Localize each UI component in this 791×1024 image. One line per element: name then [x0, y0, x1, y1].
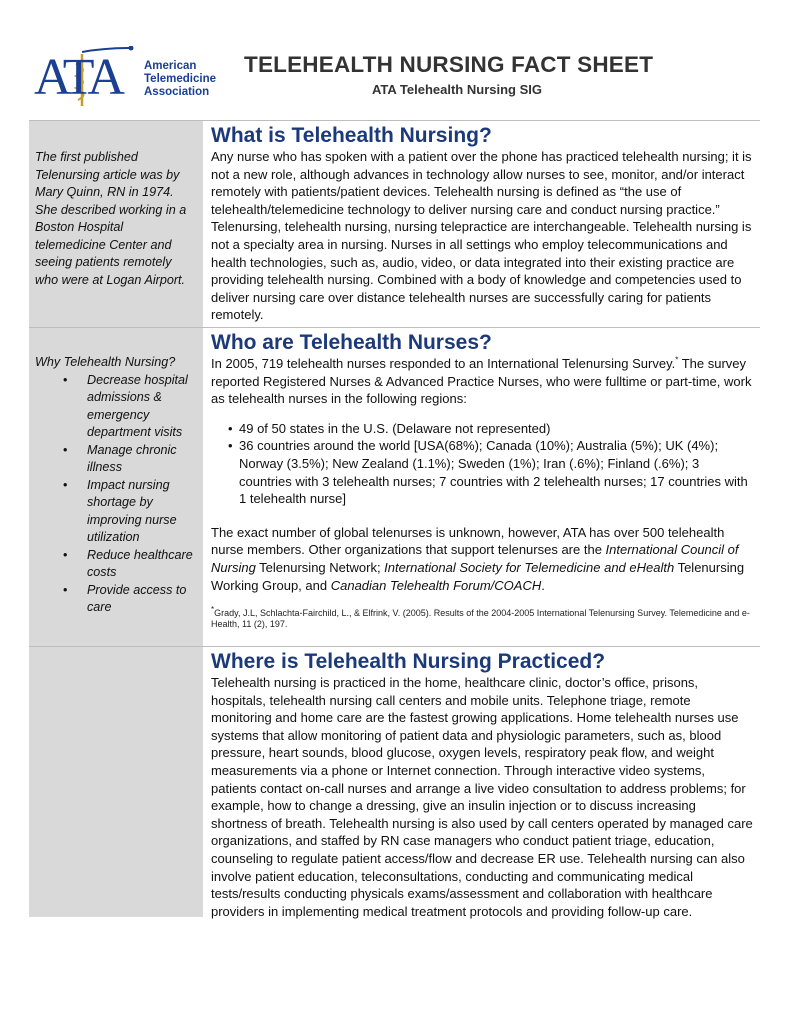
- bullet-icon: •: [63, 372, 68, 387]
- logo-letters: ATA: [34, 49, 122, 106]
- section-content: [211, 124, 754, 324]
- list-item: [211, 420, 754, 438]
- logo-line-2: Telemedicine: [144, 73, 217, 85]
- list-item: [35, 442, 199, 477]
- list-item-text: 49 of 50 states in the U.S. (Delaware not represented): [239, 420, 551, 436]
- sidebar-panel: [29, 647, 203, 917]
- logo-line-1: American: [144, 60, 197, 72]
- text-run: .: [541, 577, 545, 593]
- section-where: [29, 646, 760, 917]
- org-name: International Society for Telemedicine and eHealth: [384, 559, 675, 575]
- section-content: [211, 650, 754, 920]
- org-name: Canadian Telehealth Forum/COACH: [330, 577, 542, 593]
- sidebar-panel: [29, 328, 203, 646]
- page-title: TELEHEALTH NURSING FACT SHEET: [244, 52, 654, 77]
- intro-text-cont: The survey reported Registered Nurses & Advanced Practice Nurses, who were fulltime or part-time, work as telehealth nurses in the following regions:: [211, 356, 752, 407]
- bullet-icon: •: [228, 438, 233, 454]
- organizations-paragraph: [211, 524, 754, 594]
- bullet-icon: •: [63, 442, 68, 457]
- section-heading: What is Telehealth Nursing?: [211, 124, 492, 147]
- logo-wordmark: [144, 60, 216, 99]
- regions-list: [211, 420, 754, 508]
- list-item: [35, 477, 199, 547]
- section-body: Telehealth nursing is practiced in the home, healthcare clinic, doctor’s office, prisons, hospitals, telehealth nursing call centers and mobile units. Telephone triage, remote monitoring and home care are the fastest growing applications. Home telehealth nurses use systems that allow monitoring of patient data and physiologic parameters, such as, blood pressure, heart sounds, blood glucose, oxygen levels, respiratory peak flow, and weight measurements via a phone or Internet connection. Through interactive video systems, patients contact on-call nurses and arrange a live video consultation to address problems; for example, how to change a dressing, give an insulin injection or to discuss increasing shortness of breath. Telehealth nursing is also used by call centers operated by managed care organizations, and staffed by RN case managers who conduct patient triage, education, counseling to regulate patient access/flow and decrease ER use. Telehealth nursing can also involve patient education, teleconsultations, conducting and communicating medical tests/results conducting physicals exams/assessment and collaboration with healthcare providers in implementing medical treatment protocols and providing follow-up care.: [211, 675, 753, 919]
- list-item: [211, 437, 754, 507]
- text-run: The exact number of global telenurses is unknown, however, ATA has over 500 telehealth nurse members. Other organizations that support telenurses are the: [211, 524, 725, 558]
- page-subtitle: ATA Telehealth Nursing SIG: [372, 82, 542, 97]
- section-content: [211, 331, 754, 630]
- bullet-icon: •: [63, 547, 68, 562]
- footnote: [211, 605, 754, 630]
- list-item-text: Reduce healthcare costs: [87, 547, 193, 579]
- ata-logo: [34, 46, 224, 110]
- list-item-text: Impact nursing shortage by improving nurse utilization: [87, 477, 177, 544]
- benefits-list: [35, 372, 199, 617]
- text-run: Telenursing Working Group, and: [211, 559, 745, 593]
- list-item-text: Provide access to care: [87, 582, 187, 614]
- intro-text: In 2005, 719 telehealth nurses responded to an International Telenursing Survey.: [211, 356, 676, 371]
- footnote-marker: *: [675, 355, 679, 365]
- list-item: [35, 582, 199, 617]
- footnote-text: Grady, J.L, Schlachta-Fairchild, L., & Elfrink, V. (2005). Results of the 2004-2005 International Telenursing Survey. Telemedicine and e-Health, 11 (2), 197.: [211, 608, 750, 630]
- text-run: Telenursing Network;: [255, 559, 385, 575]
- list-item: [35, 372, 199, 442]
- section-heading: Where is Telehealth Nursing Practiced?: [211, 650, 606, 673]
- bullet-icon: •: [228, 420, 233, 436]
- sidebar-title: Why Telehealth Nursing?: [35, 355, 176, 369]
- sidebar-why: [29, 328, 203, 617]
- list-item-text: 36 countries around the world [USA(68%); Canada (10%); Australia (5%); UK (4%); Norway (3.5%); New Zealand (1.1%); Sweden (1%); Iran (.6%); Finland (.6%); 3 countries with 3 telehealth nurses; 7 countries with 2 telehealth nurses; 17 countries with 1 telehealth nurse]: [239, 438, 748, 507]
- section-heading: Who are Telehealth Nurses?: [211, 331, 492, 354]
- org-name: International Council of Nursing: [211, 542, 739, 575]
- sidebar-panel: [29, 121, 203, 327]
- bullet-icon: •: [63, 477, 68, 492]
- section-intro: [211, 355, 754, 408]
- section-who-are: [29, 327, 760, 646]
- list-item-text: Decrease hospital admissions & emergency department visits: [87, 372, 188, 439]
- footnote-marker: *: [211, 605, 215, 615]
- section-what-is: [29, 120, 760, 327]
- sidebar-note: The first published Telenursing article was by Mary Quinn, RN in 1974. She described working in a Boston Hospital telemedicine Center and seeing patients remotely who were at Logan Airport.: [35, 150, 187, 287]
- list-item-text: Manage chronic illness: [87, 442, 177, 474]
- bullet-icon: •: [63, 582, 68, 597]
- list-item: [35, 547, 199, 582]
- section-body: Any nurse who has spoken with a patient over the phone has practiced telehealth nursing; it is not a new role, although advances in technology allow nurses to see, monitor, and/or interact remotely with patients/patient devices. Telehealth nursing is defined as “the use of telehealth/telemedicine technology to deliver nursing care and conduct nursing practice.” Telenursing, telehealth nursing, nursing telepractice are interchangeable. Telehealth nursing is not a specialty area in nursing. Nurses in all settings who employ telecommunications and health technologies, such as, audio, video, or data integrated into their existing practice are providing telehealth nursing. Combined with a body of knowledge and competencies used to deliver nursing care over distance telehealth nurses are successfully caring for patients remotely.: [211, 149, 752, 323]
- logo-line-3: Association: [144, 86, 210, 98]
